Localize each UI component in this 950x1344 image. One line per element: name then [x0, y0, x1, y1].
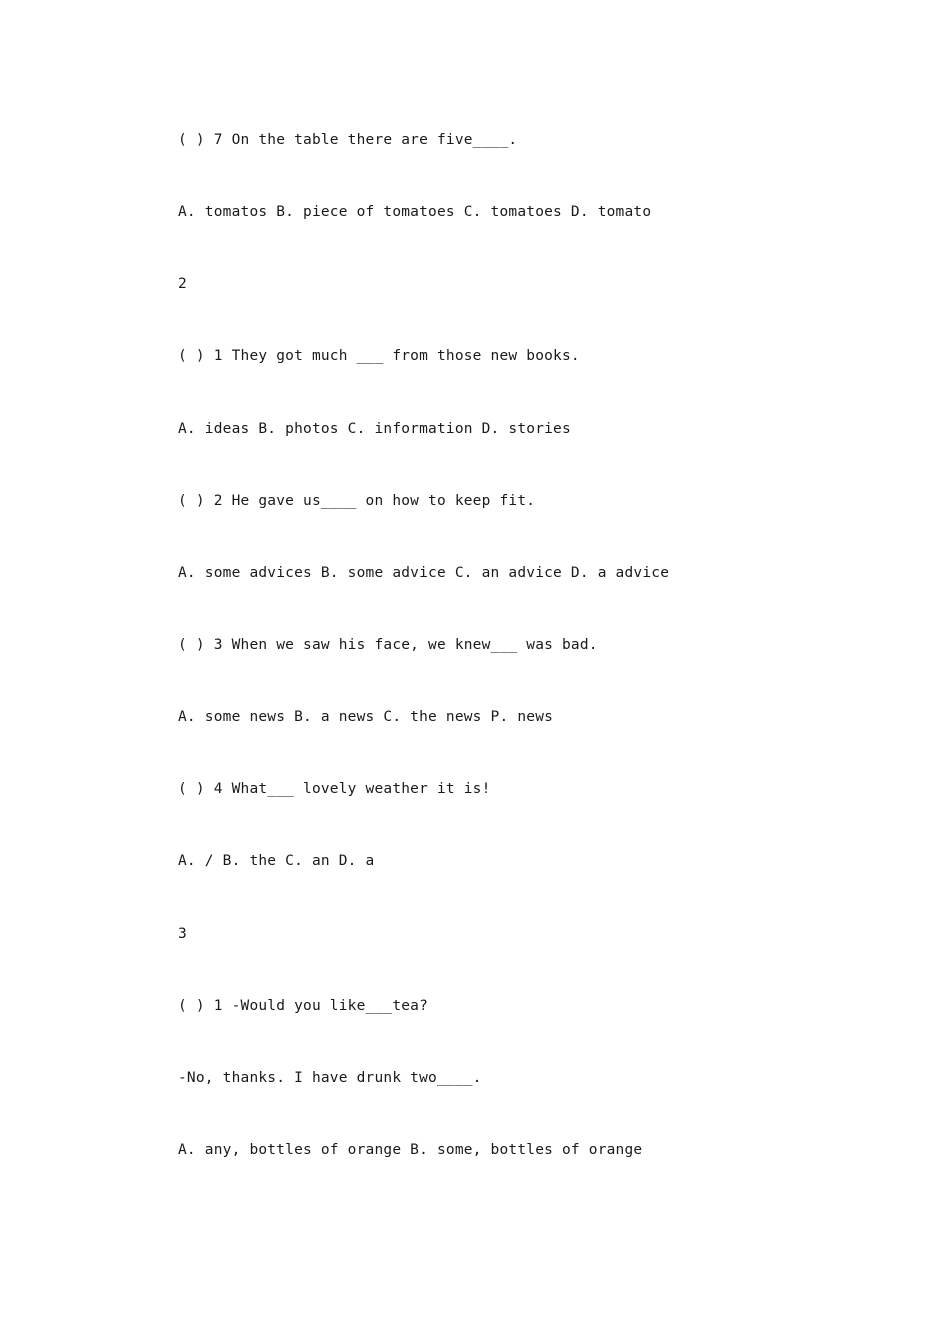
- section-3-question-1-reply: -No, thanks. I have drunk two____.: [178, 1070, 482, 1086]
- section-2-question-2-options: A. some advices B. some advice C. an advice D. a advice: [178, 565, 670, 581]
- section-2-question-2-stem: ( ) 2 He gave us____ on how to keep fit.: [178, 493, 536, 509]
- section-2-question-3-options: A. some news B. a news C. the news P. news: [178, 709, 554, 725]
- section-number-2: 2: [178, 276, 187, 292]
- section-2-question-1-options: A. ideas B. photos C. information D. stories: [178, 421, 571, 437]
- section-2-question-4-options: A. / B. the C. an D. a: [178, 853, 375, 869]
- question-7-options: A. tomatos B. piece of tomatoes C. tomatoes D. tomato: [178, 204, 652, 220]
- section-2-question-3-stem: ( ) 3 When we saw his face, we knew___ was bad.: [178, 637, 598, 653]
- section-number-3: 3: [178, 926, 187, 942]
- section-2-question-4-stem: ( ) 4 What___ lovely weather it is!: [178, 781, 491, 797]
- section-3-question-1-options: A. any, bottles of orange B. some, bottles of orange: [178, 1142, 643, 1158]
- section-2-question-1-stem: ( ) 1 They got much ___ from those new books.: [178, 348, 580, 364]
- question-7-stem: ( ) 7 On the table there are five____.: [178, 132, 518, 148]
- section-3-question-1-stem: ( ) 1 -Would you like___tea?: [178, 998, 429, 1014]
